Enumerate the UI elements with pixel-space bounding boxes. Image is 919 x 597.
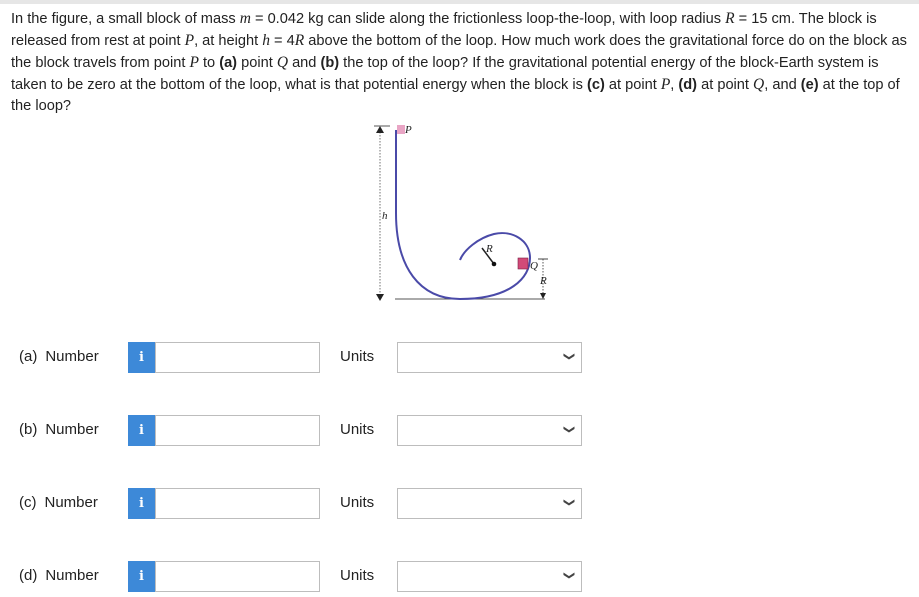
info-button[interactable]: i [128, 561, 155, 592]
info-button[interactable]: i [128, 415, 155, 446]
height-arrow-bottom-icon [376, 294, 384, 301]
height-arrow-top-icon [376, 126, 384, 133]
number-input[interactable] [155, 488, 320, 519]
answer-row-b [0, 414, 919, 448]
units-label: Units [340, 348, 375, 365]
chevron-down-icon: ❯ [562, 497, 575, 508]
number-input[interactable] [155, 561, 320, 592]
chevron-down-icon: ❯ [562, 424, 575, 435]
loop-the-loop-figure [360, 118, 560, 308]
chevron-down-icon: ❯ [562, 351, 575, 362]
units-select[interactable] [397, 488, 582, 519]
part-label: (b) Number [19, 421, 99, 438]
answer-row-c [0, 487, 919, 521]
number-input[interactable] [155, 342, 320, 373]
block-at-q [518, 258, 528, 269]
units-select[interactable] [397, 342, 582, 373]
question-text: In the figure, a small block of mass m = 0.042 kg can slide along the frictionless loop-the-loop, with loop radius R = 15 cm. The block is released from rest at point P, at height h = 4R above the bottom of the loop. How much work does the gravitational force do on the block as the block travels from point P to (a) point Q and (b) the top of the loop? If the gravitational potential energy of the block-Earth system is taken to be zero at the bottom of the loop, what is that potential energy when the block is (c) at point P, (d) at point Q, and (e) at the top of the loop? [11, 10, 907, 114]
point-q-label: Q [530, 260, 538, 272]
info-button[interactable]: i [128, 488, 155, 519]
units-label: Units [340, 421, 375, 438]
answer-row-a [0, 341, 919, 375]
radius-loop-label: R [486, 243, 493, 255]
units-select[interactable] [397, 415, 582, 446]
units-label: Units [340, 494, 375, 511]
side-radius-arrow-icon [540, 293, 546, 299]
point-p-label: P [405, 124, 412, 136]
part-label: (c) Number [19, 494, 98, 511]
top-border [0, 0, 919, 4]
number-input[interactable] [155, 415, 320, 446]
answer-row-d [0, 560, 919, 594]
block-at-p [397, 125, 405, 134]
loop-track [396, 130, 530, 299]
units-select[interactable] [397, 561, 582, 592]
loop-center-dot [492, 262, 497, 267]
part-label: (d) Number [19, 567, 99, 584]
height-label: h [382, 210, 388, 222]
part-label: (a) Number [19, 348, 99, 365]
chevron-down-icon: ❯ [562, 570, 575, 581]
units-label: Units [340, 567, 375, 584]
side-radius-label: R [540, 275, 547, 287]
info-button[interactable]: i [128, 342, 155, 373]
